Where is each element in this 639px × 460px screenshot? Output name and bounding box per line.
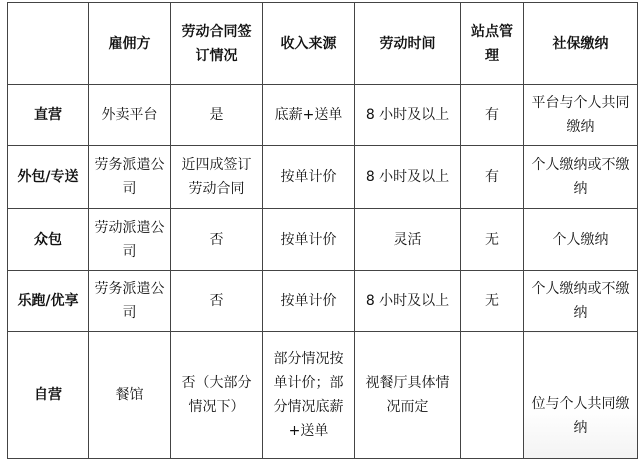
table-cell: 8 小时及以上 bbox=[355, 271, 461, 332]
row-label: 自营 bbox=[8, 332, 89, 459]
table-row bbox=[8, 146, 638, 209]
table-cell: 劳务派遣公司 bbox=[89, 271, 171, 332]
table-cell-text: 位与个人共同缴纳 bbox=[531, 396, 630, 436]
table-row bbox=[8, 85, 638, 146]
delivery-rider-comparison-table bbox=[7, 2, 638, 459]
table-cell: 个人缴纳或不缴纳 bbox=[524, 271, 638, 332]
table-cell: 近四成签订劳动合同 bbox=[171, 146, 263, 209]
table-cell: 外卖平台 bbox=[89, 85, 171, 146]
header-cell-insurance: 社保缴纳 bbox=[524, 3, 638, 85]
table-cell: 部分情况按单计价；部分情况底薪+送单 bbox=[263, 332, 355, 459]
table-cell: 平台与个人共同缴纳 bbox=[524, 85, 638, 146]
table-cell: 视餐厅具体情况而定 bbox=[355, 332, 461, 459]
table-cell-partially-obscured bbox=[524, 332, 638, 459]
header-cell-employer: 雇佣方 bbox=[89, 3, 171, 85]
table-cell: 底薪+送单 bbox=[263, 85, 355, 146]
table-cell: 按单计价 bbox=[263, 209, 355, 271]
table-cell: 8 小时及以上 bbox=[355, 85, 461, 146]
row-label: 外包/专送 bbox=[8, 146, 89, 209]
table-cell: 是 bbox=[171, 85, 263, 146]
table-cell: 否（大部分情况下） bbox=[171, 332, 263, 459]
table-cell bbox=[461, 332, 524, 459]
header-cell-hours: 劳动时间 bbox=[355, 3, 461, 85]
table-cell: 灵活 bbox=[355, 209, 461, 271]
table-cell: 个人缴纳 bbox=[524, 209, 638, 271]
header-row bbox=[8, 3, 638, 85]
table-cell: 否 bbox=[171, 271, 263, 332]
table-cell: 无 bbox=[461, 271, 524, 332]
table-cell: 按单计价 bbox=[263, 271, 355, 332]
row-label: 众包 bbox=[8, 209, 89, 271]
table-cell: 有 bbox=[461, 146, 524, 209]
table-cell: 否 bbox=[171, 209, 263, 271]
row-label: 乐跑/优享 bbox=[8, 271, 89, 332]
table-cell: 劳务派遣公司 bbox=[89, 146, 171, 209]
table-cell: 个人缴纳或不缴纳 bbox=[524, 146, 638, 209]
table-cell: 餐馆 bbox=[89, 332, 171, 459]
table-cell: 劳动派遣公司 bbox=[89, 209, 171, 271]
table-cell: 有 bbox=[461, 85, 524, 146]
table-cell: 按单计价 bbox=[263, 146, 355, 209]
table-cell: 无 bbox=[461, 209, 524, 271]
row-label: 直营 bbox=[8, 85, 89, 146]
header-cell-station: 站点管理 bbox=[461, 3, 524, 85]
table-row bbox=[8, 332, 638, 459]
header-cell-income: 收入来源 bbox=[263, 3, 355, 85]
table-row bbox=[8, 209, 638, 271]
header-cell-corner bbox=[8, 3, 89, 85]
header-cell-contract: 劳动合同签订情况 bbox=[171, 3, 263, 85]
table-cell: 8 小时及以上 bbox=[355, 146, 461, 209]
table-row bbox=[8, 271, 638, 332]
